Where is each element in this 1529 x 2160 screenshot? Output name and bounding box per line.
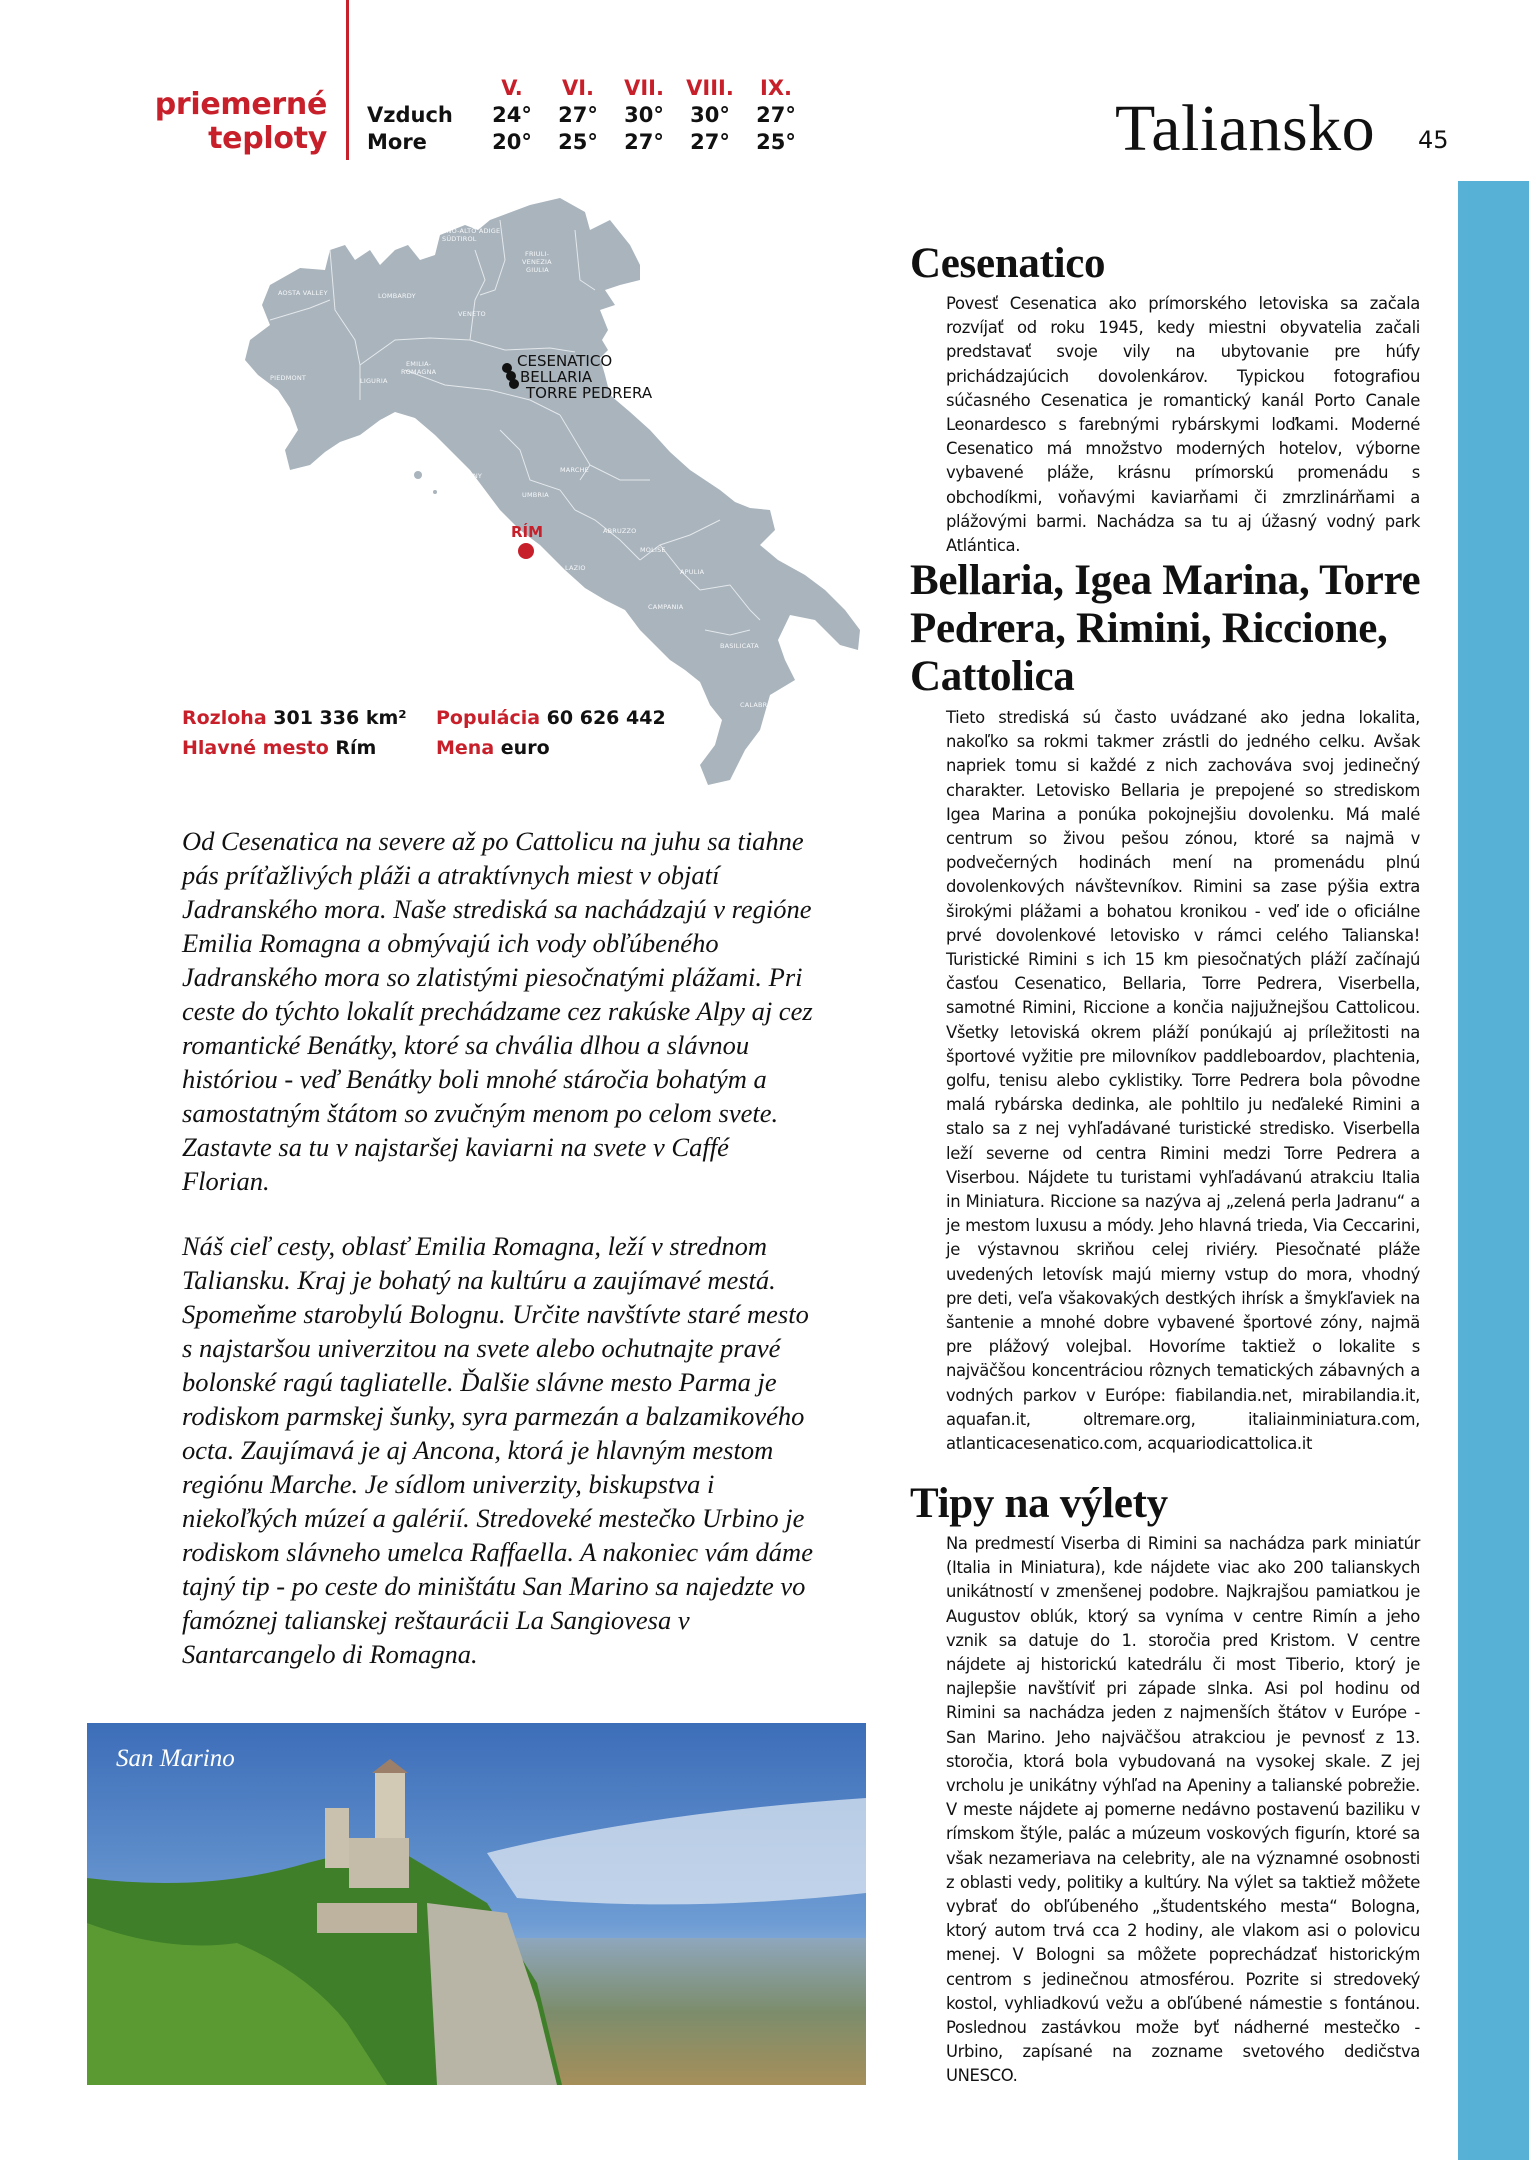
sidebar-color-band [1458, 181, 1529, 2160]
region-label: AOSTA VALLEY [278, 289, 328, 297]
section-body-trips: Na predmestí Viserba di Rimini sa nachádza park miniatúr (Italia in Miniatura), kde nájdete viac ako 200 talianskych unikátností v zmenšenej podobre. Najkrajšou pamiatkou je Augustov oblúk, ktorý sa vyníma v centre Rimín a jeho vznik sa datuje do 1. storočia pred Kristom. V centre nájdete aj historickú katedrálu či most Tiberio, ktorý je najlepšie navštíviť pri západe slnka. Asi pol hodinu od Rimini sa nachádza jeden z najmenších štátov v Európe - San Marino. Jeho najväčšou atrakciou je pevnosť z 13. storočia, ktorá bola vybudovaná na vysokej skale. Z jej vrcholu je unikátny výhľad na Apeniny a talianské pobrežie. V meste nájdete aj pomerne nedávno postavenú baziliku v rímskom štýle, palác a múzeum voskových figurín, ktoré sa však nezameriava na celebrity, ale na významné osobnosti z oblasti vedy, politiky a kultúry. Na výlet sa taktiež môžete vybrať do obľúbeného „študentského mesta“ Bologna, ktorý autom trvá cca 2 hodiny, ale vlakom asi o polovicu menej. V Bologni sa môžete poprechádzať historickým centrom s jedinečnou atmosférou. Pozrite si stredoveký kostol, vyhliadkovú vežu a obľúbené námestie s fontánou. Poslednou zastávkou može byť nádherné mestečko - Urbino, zapísané na zozname svetového dedičstva UNESCO. [946, 1534, 1420, 2086]
island-shape [433, 490, 437, 494]
section-body-cesenatico: Povesť Cesenatica ako prímorského letoviska sa začala rozvíjať od roku 1945, kedy miestni obyvatelia začali predstavať svoje vily na ubytovanie pre húfy prichádzajúcich dovolenkárov. Typickou fotografiou súčasného Cesenatica je romantický kanál Porto Canale Leonardesco s farebnými rybárskymi loďkami. Moderné Cesenatico má množstvo moderných hotelov, výborne vybavené pláže, krásnu prímorskú promenádu s obchodíkmi, voňavými kaviarňami či zmrzlinárňami a plážovými barmi. Nachádza sa tu aj úžasný vodný park Atlántica. [946, 294, 1420, 556]
temperature-table [367, 74, 809, 155]
capital-marker [518, 543, 534, 559]
temperature-value: 24° [492, 102, 532, 127]
temperature-title-line2: teploty [208, 121, 327, 156]
capital-label: RÍM [511, 523, 544, 541]
row-label: Vzduch [367, 102, 453, 127]
header-divider [346, 0, 349, 160]
city-label-torre-pedrera: TORRE PEDRERA [526, 384, 653, 402]
region-label: ABRUZZO [603, 527, 637, 535]
temperature-row-air [367, 101, 809, 128]
san-marino-photo [87, 1723, 866, 2085]
temperature-value: 30° [624, 102, 664, 127]
city-label-bellaria: BELLARIA [520, 368, 593, 386]
row-label: More [367, 129, 427, 154]
section-title-resorts: Bellaria, Igea Marina, Torre Pedrera, Rimini, Riccione, Cattolica [910, 557, 1421, 700]
region-label: GIULIA [526, 266, 549, 274]
month-label: VI. [561, 75, 595, 100]
temperature-value: 25° [756, 129, 796, 154]
photo-graphic [87, 1723, 866, 2085]
intro-paragraph-2: Náš cieľ cesty, oblasť Emilia Romagna, leží v strednom Taliansku. Kraj je bohatý na kultúru a zaujímavé mestá. Spomeňme starobylú Bolognu. Určite navštívte staré mesto s najstaršou univerzitou na svete alebo ochutnajte pravé bolonské ragú tagliatelle. Ďalšie slávne mesto Parma je rodiskom parmskej šunky, syra parmezán a balzamikového octa. Zaujímavá je aj Ancona, ktorá je hlavným mestom regiónu Marche. Je sídlom univerzity, biskupstva i niekoľkých múzeí a galérií. Stredoveké mestečko Urbino je rodiskom slávneho umelca Raffaella. A nakoniec vám dáme tajný tip - po ceste do miništátu San Marino sa najedzte vo famóznej talianskej reštaurácii La Sangiovesa v Santarcangelo di Romagna. [182, 1231, 813, 1669]
region-label: TUSCANY [450, 472, 483, 480]
region-label: SÜDTIROL [442, 235, 477, 243]
fact-capital: Hlavné mesto Rím [182, 737, 377, 759]
region-label: EMILIA- [406, 360, 432, 368]
temperature-row-sea [367, 128, 809, 155]
fact-area: Rozloha 301 336 km² [182, 707, 407, 729]
temperature-months-row [367, 74, 809, 101]
intro-paragraph-1: Od Cesenatica na severe až po Cattolicu na juhu sa tiahne pás príťažlivých pláži a atraktívnych miest v objatí Jadranského mora. Naše strediská sa nachádzajú v regióne Emilia Romagna a obmývajú ich vody obľúbeného Jadranského mora so zlatistými piesočnatými plážami. Pri ceste do týchto lokalít prechádzame cez rakúske Alpy aj cez romantické Benátky, ktoré sa chvália dlhou a slávnou históriou - veď Benátky boli mnohé stáročia bohatým a samostatným štátom so zvučným menom po celom svete. Zastavte sa tu v najstaršej kaviarni na svete v Caffé Florian. [182, 826, 813, 1196]
city-label-cesenatico: CESENATICO [517, 352, 613, 370]
castle-lower-wall [317, 1903, 417, 1933]
castle-wall [349, 1838, 409, 1888]
month-label: V. [501, 75, 523, 100]
month-label: VII. [624, 75, 664, 100]
month-label: IX. [760, 75, 792, 100]
region-label: CALABRIA [740, 701, 775, 709]
temperature-title-line1: priemerné [154, 87, 327, 122]
temperature-value: 27° [558, 102, 598, 127]
photo-caption: San Marino [116, 1745, 235, 1772]
temperature-title [155, 88, 327, 156]
capital-marker-group [511, 522, 543, 559]
month-label: VIII. [686, 75, 734, 100]
region-label: LAZIO [565, 564, 586, 572]
fact-currency: Mena euro [436, 737, 550, 759]
region-label: MOLISE [640, 546, 666, 554]
region-label: VENETO [458, 310, 486, 318]
region-label: MARCHE [560, 466, 589, 474]
region-label: UMBRIA [522, 491, 549, 499]
temperature-value: 30° [690, 102, 730, 127]
temperature-value: 27° [690, 129, 730, 154]
temperature-value: 27° [624, 129, 664, 154]
page-title: Taliansko [1115, 92, 1376, 165]
region-label: TRENTINO-ALTO ADIGE [422, 227, 501, 235]
temperature-value: 20° [492, 129, 532, 154]
page-number: 45 [1418, 126, 1449, 154]
castle-tower-small [325, 1808, 349, 1868]
region-label: VENEZIA [522, 258, 552, 266]
region-label: LOMBARDY [378, 292, 416, 300]
fact-population: Populácia 60 626 442 [436, 707, 666, 729]
section-body-resorts: Tieto strediská sú často uvádzané ako jedna lokalita, nakoľko sa rokmi takmer zrástli do jedného celku. Avšak napriek tomu si každé z nich zachováva svoj jedinečný charakter. Letovisko Bellaria je prepojené so strediskom Igea Marina a ponúka pokojnejšiu dovolenku. Má malé centrum so živou pešou zónou, ktoré sa najmä v podvečerných hodinách mení na promenádu plnú dovolenkových návštevníkov. Rimini sa zase pýšia extra širokými plážami a bohatou kronikou - veď ide o oficiálne prvé dovolenkové letovisko v rámci celého Talianska! Turistické Rimini s ich 15 km piesočnatých pláží začínajú časťou Cesenatico, Bellaria, Torre Pedrera, Viserbella, samotné Rimini, Riccione a končia najjužnejšou Cattolicou. Všetky letoviská okrem pláží ponúkajú aj príležitosti na športové vyžitie pre milovníkov paddleboardov, plachtenia, golfu, tenisu alebo cyklistiky. Torre Pedrera bola pôvodne malá rybárska dedinka, ale pohltilo ju neďaleké Rimini a stalo sa z nej vyhľadávané turistické stredisko. Viserbella leží severne od centra Rimini medzi Torre Pedrera a Viserbou. Nájdete tu turistami vyhľadávanú atrakciu Italia in Miniatura. Riccione sa nazýva aj „zelená perla Jadranu“ a je mestom luxusu a módy. Jeho hlavná trieda, Via Ceccarini, je výstavnou skriňou celej riviéry. Piesočnaté pláže uvedených letovísk majú mierny vstup do mora, vhodný pre deti, veľa všakovakých destkých ihrísk a šmykľaviek na šantenie a mnohé dobre vybavené športové zóny, najmä pre plážový volejbal. Hovoríme taktiež o lokalite s najväčšou koncentráciou rôznych tematických zábavných a vodných parkov v Európe: fiabilandia.net, mirabilandia.it, aquafan.it, oltremare.org, italiainminiatura.com, atlanticacesenatico.com, acquariodicattolica.it [946, 708, 1420, 1454]
region-label: LIGURIA [360, 377, 388, 385]
italy-land-shape [245, 198, 860, 785]
temperature-value: 27° [756, 102, 796, 127]
torre-pedrera-marker [509, 379, 519, 389]
region-label: PIEDMONT [270, 374, 307, 382]
region-label: CAMPANIA [648, 603, 684, 611]
island-shape [414, 471, 422, 479]
region-label: ROMAGNA [401, 368, 437, 376]
section-title-cesenatico: Cesenatico [910, 240, 1106, 287]
region-label: APULIA [680, 568, 705, 576]
region-label: FRIULI- [525, 250, 550, 258]
temperature-value: 25° [558, 129, 598, 154]
region-label: BASILICATA [720, 642, 759, 650]
section-title-trips: Tipy na výlety [910, 1480, 1168, 1527]
